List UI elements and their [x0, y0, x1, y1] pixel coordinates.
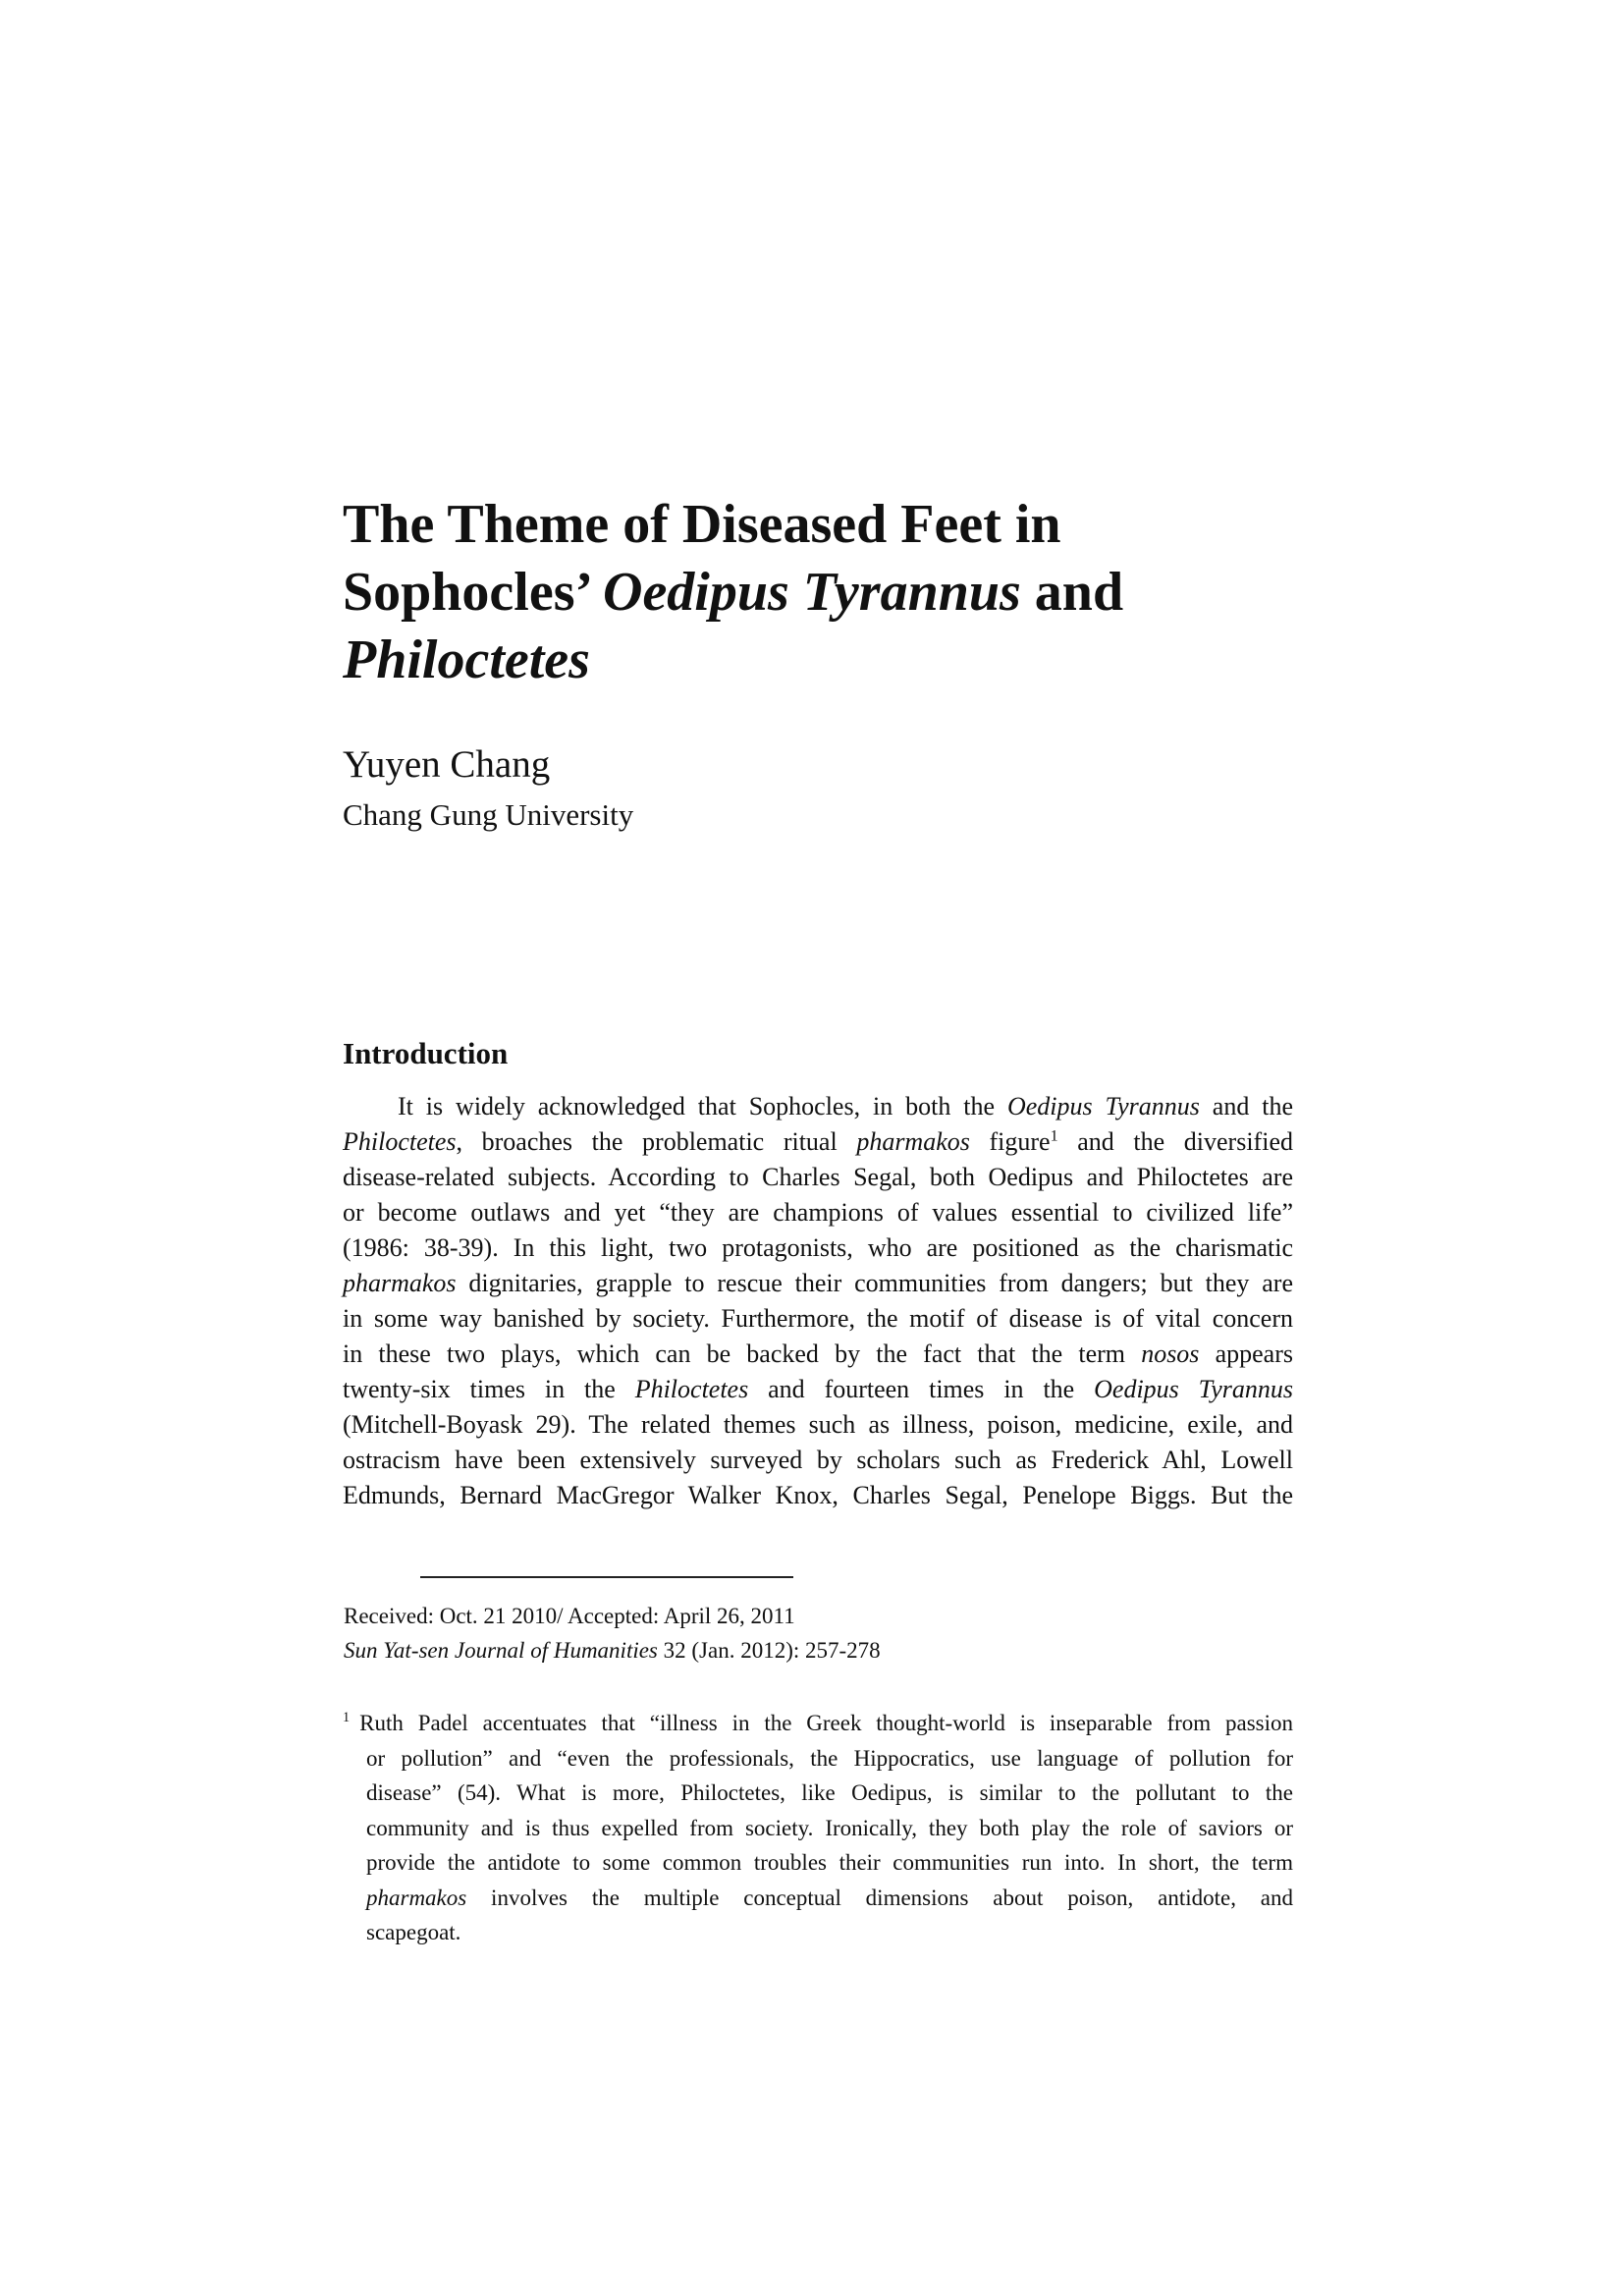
footnote-1 [343, 1706, 1293, 1950]
italic-run: nosos [1141, 1339, 1200, 1368]
text-run: , broaches the problematic ritual [456, 1127, 857, 1156]
italic-run: pharmakos [343, 1269, 457, 1297]
body-line: or become outlaws and yet “they are champions of values essential to civilized life” [343, 1198, 1293, 1227]
publication-meta [344, 1599, 881, 1667]
text-run: figure [969, 1127, 1051, 1156]
text-run: It is widely acknowledged that Sophocles, in both the [398, 1092, 1007, 1121]
footnote-line [343, 1706, 1293, 1741]
section-heading: Introduction [343, 1036, 509, 1070]
title-line-1: The Theme of Diseased Feet in [343, 494, 1061, 555]
text-run: in these two plays, which can be backed by the fact that the term [343, 1339, 1142, 1368]
body-line [343, 1372, 1293, 1407]
title-italic-play: Philoctetes [343, 629, 590, 690]
text-run: Ruth Padel accentuates that “illness in the Greek thought-world is inseparable from passion [359, 1711, 1293, 1735]
body-line: disease-related subjects. According to Charles Segal, both Oedipus and Philoctetes are [343, 1163, 1293, 1191]
footnote-reference[interactable]: 1 [1050, 1127, 1058, 1145]
title-text: and [1020, 562, 1124, 623]
body-line [343, 1089, 1293, 1124]
italic-run: pharmakos [366, 1885, 467, 1910]
body-line: (Mitchell-Boyask 29). The related themes such as illness, poison, medicine, exile, and [343, 1410, 1293, 1439]
body-line [343, 1337, 1293, 1372]
text-run: twenty-six times in the [343, 1375, 635, 1403]
body-paragraph [343, 1089, 1293, 1513]
journal-issue-pages: 32 (Jan. 2012): 257-278 [657, 1638, 881, 1663]
italic-run: Philoctetes [343, 1127, 457, 1156]
footnote-line: disease” (54). What is more, Philoctetes, like Oedipus, is similar to the pollutant to the [366, 1780, 1293, 1805]
journal-name: Sun Yat-sen Journal of Humanities [344, 1638, 658, 1663]
text-run: dignitaries, grapple to rescue their communities from dangers; but they are [456, 1269, 1293, 1297]
italic-run: pharmakos [856, 1127, 970, 1156]
author-name: Yuyen Chang [343, 743, 551, 786]
title-line-2 [343, 559, 1325, 627]
received-accepted-dates: Received: Oct. 21 2010/ Accepted: April 26, 2011 [344, 1604, 795, 1628]
footnote-line: scapegoat. [366, 1920, 461, 1944]
text-run: and the [1199, 1092, 1293, 1121]
footnote-line: provide the antidote to some common troubles their communities run into. In short, the term [366, 1850, 1293, 1875]
footnote-line: or pollution” and “even the professionals, the Hippocratics, use language of pollution for [366, 1745, 1293, 1771]
author-affiliation: Chang Gung University [343, 797, 634, 832]
body-line: ostracism have been extensively surveyed by scholars such as Frederick Ahl, Lowell [343, 1446, 1293, 1474]
title-line-3 [343, 627, 1325, 694]
italic-run: Philoctetes [634, 1375, 749, 1403]
body-line [343, 1266, 1293, 1301]
footnote-line [343, 1881, 1293, 1916]
title-text: Sophocles’ [343, 562, 603, 623]
journal-citation [344, 1633, 881, 1667]
text-run: appears [1199, 1339, 1293, 1368]
body-line [343, 1124, 1293, 1160]
footnote-separator [420, 1576, 793, 1578]
italic-run: Oedipus Tyrannus [1006, 1092, 1200, 1121]
body-line: in some way banished by society. Furthermore, the motif of disease is of vital concern [343, 1304, 1293, 1333]
text-run: involves the multiple conceptual dimensions about poison, antidote, and [466, 1885, 1293, 1910]
footnote-line: community and is thus expelled from society. Ironically, they both play the role of saviors or [366, 1815, 1293, 1840]
title-italic-play: Oedipus Tyrannus [603, 562, 1021, 623]
text-run: and the diversified [1057, 1127, 1293, 1156]
paper-title [343, 491, 1325, 694]
italic-run: Oedipus Tyrannus [1094, 1375, 1293, 1403]
footnote-marker: 1 [343, 1710, 351, 1726]
body-line: (1986: 38-39). In this light, two protagonists, who are positioned as the charismatic [343, 1233, 1293, 1262]
body-line: Edmunds, Bernard MacGregor Walker Knox, Charles Segal, Penelope Biggs. But the [343, 1481, 1293, 1509]
text-run: and fourteen times in the [748, 1375, 1095, 1403]
